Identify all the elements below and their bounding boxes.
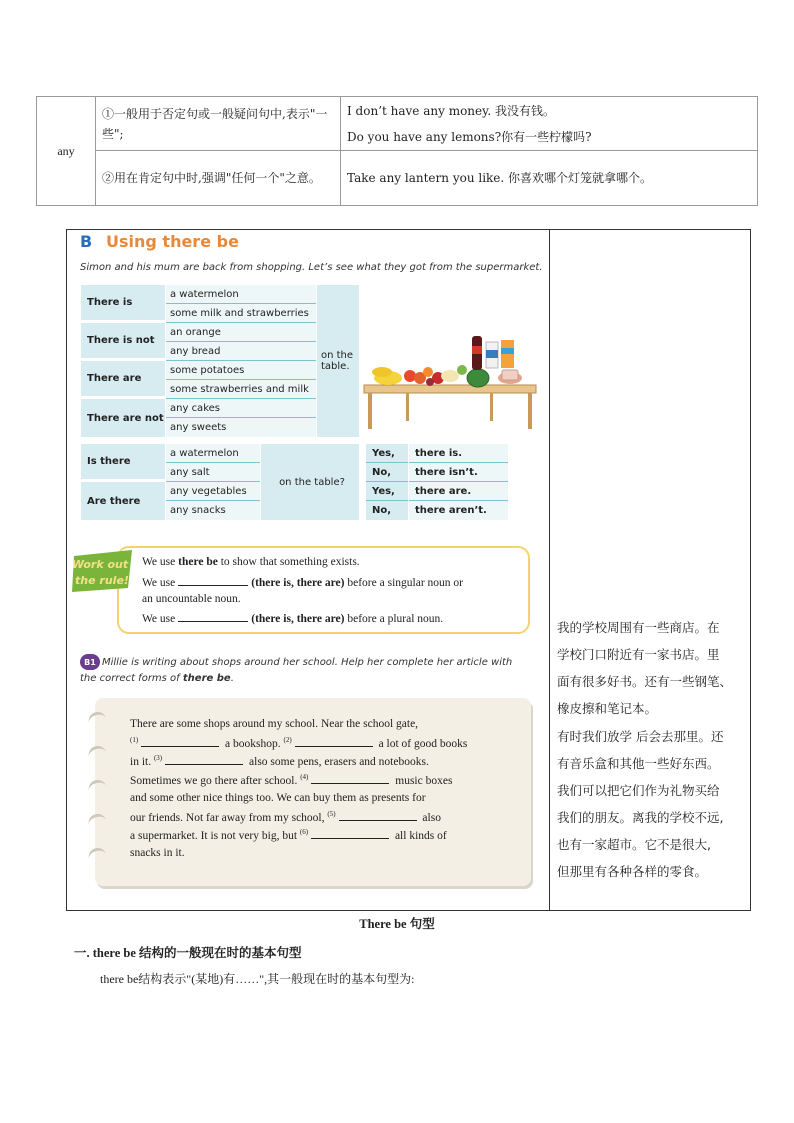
any-usage-table bbox=[36, 96, 758, 206]
article-blank-1[interactable] bbox=[141, 736, 219, 747]
answer-reply: there are. bbox=[409, 482, 508, 501]
section-intro: Simon and his mum are back from shopping. Let’s see what they got from the supermarket. bbox=[80, 262, 543, 273]
blank-number-6: (6) bbox=[299, 828, 309, 837]
rule-blank-1[interactable] bbox=[178, 575, 248, 586]
b1-instruction-line-2 bbox=[80, 673, 234, 684]
rule-line-2-post: before a singular noun or bbox=[344, 577, 463, 589]
statement-item: some potatoes bbox=[166, 361, 316, 380]
article-line-3a: in it. bbox=[130, 756, 154, 768]
answers-grid bbox=[366, 444, 508, 520]
statement-label-0: There is bbox=[81, 285, 165, 322]
rule-line-4-bold: (there is, there are) bbox=[251, 613, 345, 625]
b1-badge: B1 bbox=[80, 654, 100, 670]
rule-line-1-pre: We use bbox=[142, 556, 179, 568]
statement-item: any bread bbox=[166, 342, 316, 361]
article-blank-5[interactable] bbox=[339, 810, 417, 821]
article-blank-4[interactable] bbox=[311, 773, 389, 784]
frame-divider bbox=[549, 229, 550, 911]
article-line-2a: a bookshop. bbox=[222, 738, 284, 750]
answer-yn: Yes, bbox=[366, 444, 408, 463]
article-line-6a: our friends. Not far away from my school, bbox=[130, 812, 328, 824]
translation-line: 但那里有各种各样的零食。 bbox=[557, 864, 708, 879]
section-title: Using there be bbox=[106, 232, 239, 251]
answer-reply: there aren’t. bbox=[409, 501, 508, 520]
answer-reply: there isn’t. bbox=[409, 463, 508, 482]
article-line-4 bbox=[130, 773, 452, 787]
rule-line-2-bold: (there is, there are) bbox=[251, 577, 345, 589]
questions-grid bbox=[81, 444, 359, 520]
article-line-6b: also bbox=[419, 812, 441, 824]
answer-yn: No, bbox=[366, 463, 408, 482]
translation-line: 面有很多好书。还有一些钢笔、 bbox=[557, 674, 733, 689]
question-item: a watermelon bbox=[166, 444, 260, 463]
example-1-line-1: I don’t have any money. 我没有钱。 bbox=[347, 103, 555, 118]
translation-line: 我们的朋友。离我的学校不远, bbox=[557, 810, 724, 825]
article-line-5: and some other nice things too. We can buy them as presents for bbox=[130, 792, 426, 804]
statement-label-2: There are bbox=[81, 361, 165, 398]
rule-line-4-post: before a plural noun. bbox=[344, 613, 444, 625]
rule-line-1-post: to show that something exists. bbox=[217, 556, 360, 568]
blank-number-5: (5) bbox=[327, 810, 336, 819]
translation-line: 有音乐盒和其他一些好东西。 bbox=[557, 756, 720, 771]
questions-position: on the table? bbox=[261, 444, 359, 520]
article-line-3b: also some pens, erasers and notebooks. bbox=[246, 756, 429, 768]
rule-blank-2[interactable] bbox=[178, 611, 248, 622]
blank-number-4: (4) bbox=[300, 773, 309, 782]
article-blank-2[interactable] bbox=[295, 736, 373, 747]
work-out-rule-badge bbox=[70, 548, 136, 594]
translation-line: 我们可以把它们作为礼物买给 bbox=[557, 783, 720, 798]
rule-line-2-pre: We use bbox=[142, 577, 176, 589]
rule-line-2 bbox=[142, 575, 463, 589]
statements-position: on the table. bbox=[317, 285, 359, 437]
statement-item: some milk and strawberries bbox=[166, 304, 316, 323]
article-line-2 bbox=[130, 736, 467, 750]
b1-line-2-pre: the correct forms of bbox=[80, 673, 183, 684]
b1-instruction-line-1 bbox=[102, 657, 512, 668]
translation-line: 也有一家超市。它不是很大, bbox=[557, 837, 711, 852]
blank-number-1: (1) bbox=[130, 736, 139, 745]
groceries-illustration bbox=[360, 330, 542, 430]
article-line-2b: a lot of good books bbox=[375, 738, 468, 750]
article-line-7 bbox=[130, 828, 447, 842]
article-line-1: There are some shops around my school. Near the school gate, bbox=[130, 718, 419, 730]
statement-item: a watermelon bbox=[166, 285, 316, 304]
b1-line-2-post: . bbox=[230, 673, 234, 684]
page-heading: There be 句型 bbox=[359, 917, 435, 931]
question-label-1: Are there bbox=[81, 482, 165, 520]
translation-line: 学校门口附近有一家书店。里 bbox=[557, 647, 720, 662]
section-one-heading: 一. there be 结构的一般现在时的基本句型 bbox=[74, 946, 302, 960]
article-blank-6[interactable] bbox=[311, 828, 389, 839]
section-one-description: there be结构表示"(某地)有……",其一般现在时的基本句型为: bbox=[100, 972, 415, 986]
answer-yn: No, bbox=[366, 501, 408, 520]
rule-badge-line-1: Work out bbox=[71, 558, 129, 571]
rule-line-4-pre: We use bbox=[142, 613, 176, 625]
blank-number-3: (3) bbox=[153, 754, 163, 763]
example-1 bbox=[341, 97, 758, 151]
rule-line-4 bbox=[142, 611, 443, 625]
question-item: any snacks bbox=[166, 501, 260, 520]
article-line-4b: music boxes bbox=[392, 775, 453, 787]
article-blank-3[interactable] bbox=[165, 754, 243, 765]
statement-item: some strawberries and milk bbox=[166, 380, 316, 399]
example-2: Take any lantern you like. 你喜欢哪个灯笼就拿哪个。 bbox=[341, 151, 758, 206]
statement-item: an orange bbox=[166, 323, 316, 342]
question-item: any salt bbox=[166, 463, 260, 482]
rule-line-1 bbox=[142, 556, 360, 568]
answer-yn: Yes, bbox=[366, 482, 408, 501]
translation-line: 有时我们放学 后会去那里。还 bbox=[557, 729, 724, 744]
article-line-6 bbox=[130, 810, 441, 824]
statements-grid bbox=[81, 285, 359, 437]
example-1-line-2: Do you have any lemons?你有一些柠檬吗? bbox=[347, 129, 592, 144]
section-letter: B bbox=[80, 232, 93, 251]
rule-line-3: an uncountable noun. bbox=[142, 593, 241, 605]
translation-line: 我的学校周围有一些商店。在 bbox=[557, 620, 720, 635]
usage-2: ②用在肯定句中时,强调"任何一个"之意。 bbox=[96, 151, 341, 206]
answer-reply: there is. bbox=[409, 444, 508, 463]
usage-1: ①一般用于否定句或一般疑问句中,表示"一些"; bbox=[96, 97, 341, 151]
translation-line: 橡皮擦和笔记本。 bbox=[557, 701, 658, 716]
article-line-3 bbox=[130, 754, 429, 768]
word-any: any bbox=[37, 97, 96, 206]
rule-line-1-bold: there be bbox=[178, 556, 218, 568]
statement-item: any cakes bbox=[166, 399, 316, 418]
statement-item: any sweets bbox=[166, 418, 316, 437]
question-label-0: Is there bbox=[81, 444, 165, 481]
b1-line-1-text: Millie is writing about shops around her school. Help her complete her article with bbox=[102, 657, 513, 668]
article-line-4a: Sometimes we go there after school. bbox=[130, 775, 301, 787]
statement-label-3: There are not bbox=[81, 399, 165, 437]
article-line-7a: a supermarket. It is not very big, but bbox=[130, 830, 300, 842]
rule-badge-line-2: the rule! bbox=[75, 574, 129, 587]
b1-line-2-bold: there be bbox=[182, 673, 231, 684]
article-line-7b: all kinds of bbox=[392, 830, 447, 842]
question-item: any vegetables bbox=[166, 482, 260, 501]
blank-number-2: (2) bbox=[283, 736, 292, 745]
statement-label-1: There is not bbox=[81, 323, 165, 360]
article-line-8: snacks in it. bbox=[130, 847, 185, 859]
